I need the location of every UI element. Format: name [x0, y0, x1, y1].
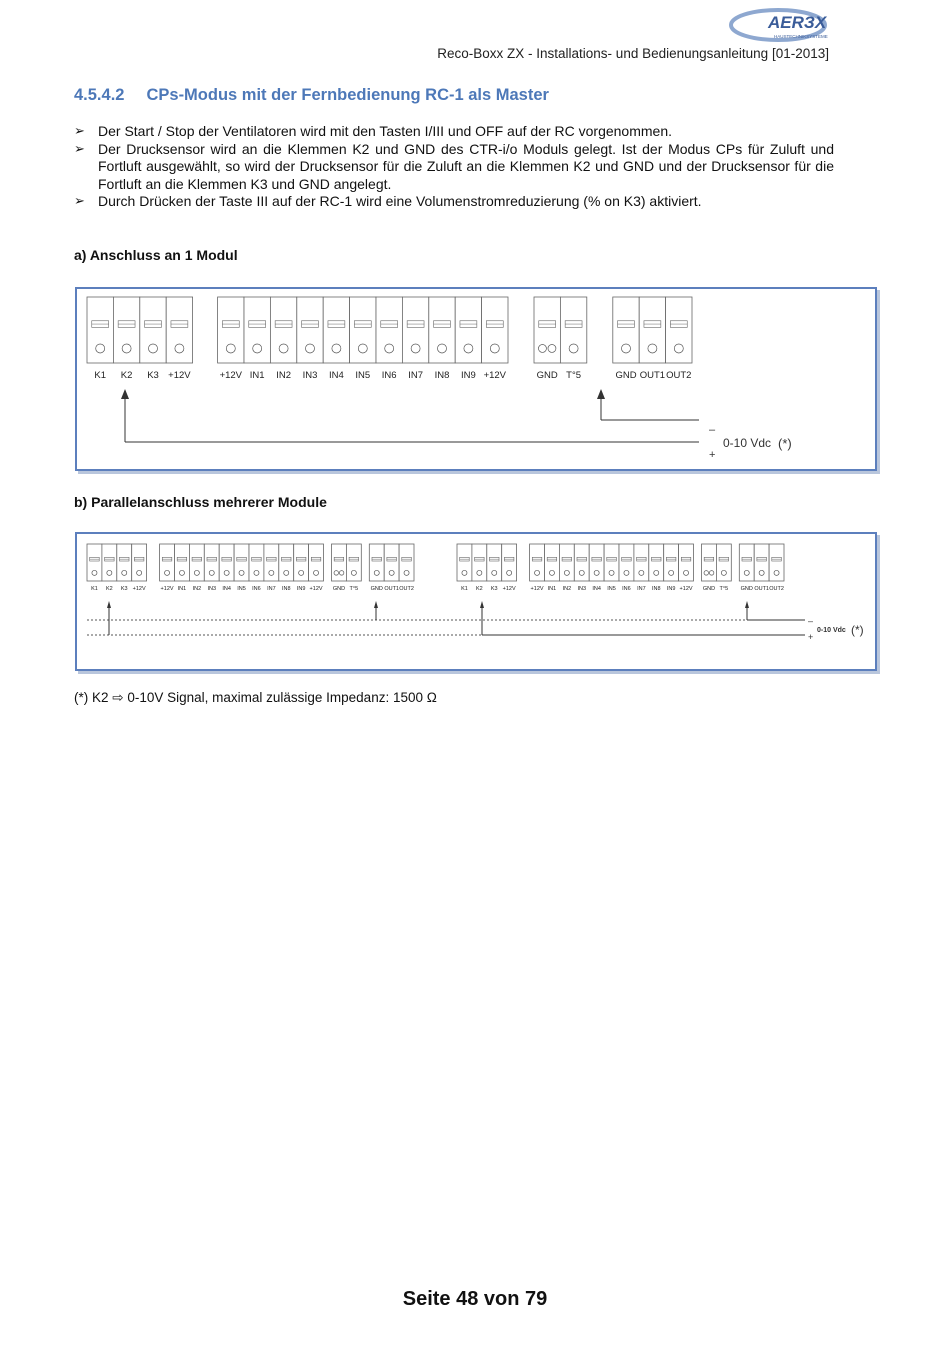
terminal-12v: [502, 544, 517, 592]
arrow-gnd-2: [745, 601, 749, 608]
arrow-k2-2: [480, 601, 484, 608]
svg-text:IN4: IN4: [329, 370, 344, 381]
svg-text:IN7: IN7: [267, 586, 276, 592]
svg-text:IN9: IN9: [296, 586, 306, 592]
arrow-k2: [121, 389, 129, 399]
terminal-in6: [249, 544, 264, 592]
terminal-t5: [560, 297, 586, 381]
terminal-in1: [545, 544, 560, 592]
footnote: (*) K2 ⇨ 0-10V Signal, maximal zulässige Impedanz: 1500 Ω: [74, 690, 437, 705]
terminal-t5: [716, 544, 731, 592]
terminal-12v: [132, 544, 147, 592]
terminal-k1: [87, 544, 102, 592]
svg-text:GND: GND: [702, 586, 716, 592]
svg-text:+12V: +12V: [309, 586, 323, 592]
terminal-k3: [487, 544, 502, 592]
svg-text:+12V: +12V: [679, 586, 693, 592]
terminal-in5: [234, 544, 249, 592]
svg-text:K2: K2: [475, 586, 483, 592]
terminal-diagram-a: [77, 289, 875, 469]
terminal-12v: [309, 544, 324, 592]
svg-text:IN5: IN5: [355, 370, 371, 381]
svg-text:IN1: IN1: [249, 370, 265, 381]
terminal-in8: [429, 297, 455, 381]
terminal-k2: [102, 544, 117, 592]
terminal-out1: [384, 544, 399, 592]
terminal-in3: [204, 544, 219, 592]
terminal-in2: [270, 297, 296, 381]
terminal-in1: [175, 544, 190, 592]
svg-text:K2: K2: [105, 586, 113, 592]
terminal-k2: [113, 297, 139, 381]
terminal-in2: [559, 544, 574, 592]
svg-text:+12V: +12V: [502, 586, 516, 592]
svg-text:IN9: IN9: [461, 370, 476, 381]
terminal-in3: [574, 544, 589, 592]
terminal-k1: [457, 544, 472, 592]
svg-text:K3: K3: [490, 586, 498, 592]
svg-text:IN4: IN4: [222, 586, 231, 592]
terminal-gnd: [534, 297, 560, 381]
svg-text:HAUSTECHNIKSYSTEME: HAUSTECHNIKSYSTEME: [774, 34, 828, 39]
terminal-in8: [649, 544, 664, 592]
svg-text:K3: K3: [120, 586, 128, 592]
svg-text:IN6: IN6: [622, 586, 631, 592]
svg-text:K1: K1: [94, 370, 107, 381]
svg-text:OUT1: OUT1: [754, 586, 769, 592]
bullet-item: ➢ Der Drucksensor wird an die Klemmen K2 und GND des CTR-i/o Moduls gelegt. Ist der Modus CPs für Zuluft und Fortluft ausgewählt, so wird der Drucksensor für die Zuluft an die Klemmen K2 und GND und der Drucksensor für die Fortluft an die Klemmen K3 und GND angelegt.: [74, 141, 834, 194]
arrow-gnd-1: [374, 601, 378, 608]
svg-text:K1: K1: [91, 586, 98, 592]
svg-text:OUT1: OUT1: [384, 586, 399, 592]
terminal-k3: [140, 297, 166, 381]
terminal-gnd: [613, 297, 639, 381]
plus-sign: +: [709, 449, 716, 461]
terminal-12v: [530, 544, 545, 592]
terminal-12v: [679, 544, 694, 592]
terminal-in3: [297, 297, 323, 381]
diagram-b-panel: [75, 532, 877, 671]
section-title-text: CPs-Modus mit der Fernbedienung RC-1 als Master: [146, 86, 549, 104]
diagram-b-heading: b) Parallelanschluss mehrerer Module: [74, 494, 327, 510]
terminal-gnd: [702, 544, 717, 592]
svg-text:GND: GND: [370, 586, 383, 592]
terminal-in9: [455, 297, 481, 381]
svg-text:IN6: IN6: [381, 370, 397, 381]
svg-text:IN6: IN6: [252, 586, 261, 592]
terminal-k3: [117, 544, 132, 592]
arrow-gnd: [597, 389, 605, 399]
svg-text:+12V: +12V: [530, 586, 544, 592]
signal-note: (*): [778, 436, 792, 451]
signal-label: 0-10 Vdc: [817, 627, 846, 634]
svg-text:IN7: IN7: [408, 370, 423, 381]
svg-text:OUT2: OUT2: [769, 586, 784, 592]
svg-text:IN2: IN2: [276, 370, 291, 381]
terminal-in5: [604, 544, 619, 592]
svg-text:K3: K3: [147, 370, 159, 381]
svg-text:+12V: +12V: [168, 370, 191, 381]
terminal-12v: [218, 297, 244, 381]
svg-text:IN2: IN2: [192, 586, 202, 592]
signal-note: (*): [851, 623, 864, 637]
terminal-in7: [264, 544, 279, 592]
plus-sign: +: [808, 632, 814, 642]
svg-text:IN3: IN3: [302, 370, 318, 381]
page-number: Seite 48 von 79: [402, 1288, 548, 1310]
svg-text:IN1: IN1: [177, 586, 187, 592]
terminal-in7: [634, 544, 649, 592]
svg-text:T°5: T°5: [566, 370, 582, 381]
svg-text:IN1: IN1: [547, 586, 557, 592]
terminal-12v: [482, 297, 508, 381]
svg-text:OUT2: OUT2: [666, 370, 692, 381]
svg-text:+12V: +12V: [483, 370, 507, 381]
terminal-t5: [346, 544, 361, 592]
svg-text:IN3: IN3: [207, 586, 217, 592]
terminal-12v: [160, 544, 175, 592]
bullet-item: ➢ Der Start / Stop der Ventilatoren wird mit den Tasten I/III und OFF auf der RC vorgenommen.: [74, 123, 834, 141]
svg-text:K1: K1: [461, 586, 468, 592]
svg-text:T°5: T°5: [719, 586, 729, 592]
svg-text:IN8: IN8: [651, 586, 661, 592]
diagram-a-heading: a) Anschluss an 1 Modul: [74, 247, 238, 263]
svg-text:GND: GND: [740, 586, 753, 592]
svg-text:IN7: IN7: [637, 586, 646, 592]
section-number: 4.5.4.2: [74, 86, 125, 104]
terminal-in8: [279, 544, 294, 592]
terminal-in6: [619, 544, 634, 592]
terminal-gnd: [739, 544, 754, 592]
svg-text:+12V: +12V: [160, 586, 174, 592]
terminal-out1: [639, 297, 665, 381]
terminal-diagram-b: [77, 534, 875, 669]
svg-text:IN4: IN4: [592, 586, 601, 592]
signal-label: 0-10 Vdc: [723, 436, 772, 450]
arrow-k2-1: [107, 601, 111, 608]
terminal-in9: [294, 544, 309, 592]
terminal-k1: [87, 297, 113, 381]
minus-sign: –: [709, 424, 716, 436]
svg-text:IN5: IN5: [607, 586, 616, 592]
terminal-out2: [769, 544, 784, 592]
aerex-logo: [728, 6, 838, 42]
terminal-in6: [376, 297, 402, 381]
diagram-a-panel: [75, 287, 877, 471]
svg-text:+12V: +12V: [132, 586, 146, 592]
svg-text:GND: GND: [615, 370, 637, 381]
terminal-in4: [589, 544, 604, 592]
terminal-out2: [399, 544, 414, 592]
svg-text:GND: GND: [536, 370, 558, 381]
terminal-12v: [166, 297, 192, 381]
svg-text:OUT1: OUT1: [639, 370, 666, 381]
svg-text:T°5: T°5: [349, 586, 359, 592]
svg-text:IN9: IN9: [666, 586, 676, 592]
terminal-in4: [219, 544, 234, 592]
svg-text:GND: GND: [332, 586, 346, 592]
terminal-in7: [402, 297, 428, 381]
svg-text:IN8: IN8: [434, 370, 450, 381]
terminal-in5: [350, 297, 376, 381]
terminal-gnd: [332, 544, 347, 592]
svg-text:IN8: IN8: [281, 586, 291, 592]
terminal-in1: [244, 297, 270, 381]
terminal-k2: [472, 544, 487, 592]
terminal-in2: [189, 544, 204, 592]
svg-text:IN3: IN3: [577, 586, 587, 592]
document-header: Reco-Boxx ZX - Installations- und Bedienungsanleitung [01-2013]: [437, 46, 829, 61]
terminal-in4: [323, 297, 349, 381]
bullet-list: [74, 123, 834, 211]
terminal-out2: [666, 297, 692, 381]
svg-text:K2: K2: [120, 370, 133, 381]
svg-text:IN5: IN5: [237, 586, 246, 592]
svg-text:OUT2: OUT2: [399, 586, 414, 592]
terminal-in9: [664, 544, 679, 592]
minus-sign: –: [808, 616, 814, 626]
terminal-out1: [754, 544, 769, 592]
svg-text:IN2: IN2: [562, 586, 572, 592]
bullet-item: ➢ Durch Drücken der Taste III auf der RC-1 wird eine Volumenstromreduzierung (% on K3) aktiviert.: [74, 193, 834, 211]
terminal-gnd: [369, 544, 384, 592]
section-title: [74, 86, 549, 105]
svg-text:AERЗX: AERЗX: [768, 13, 827, 32]
svg-text:+12V: +12V: [219, 370, 243, 381]
